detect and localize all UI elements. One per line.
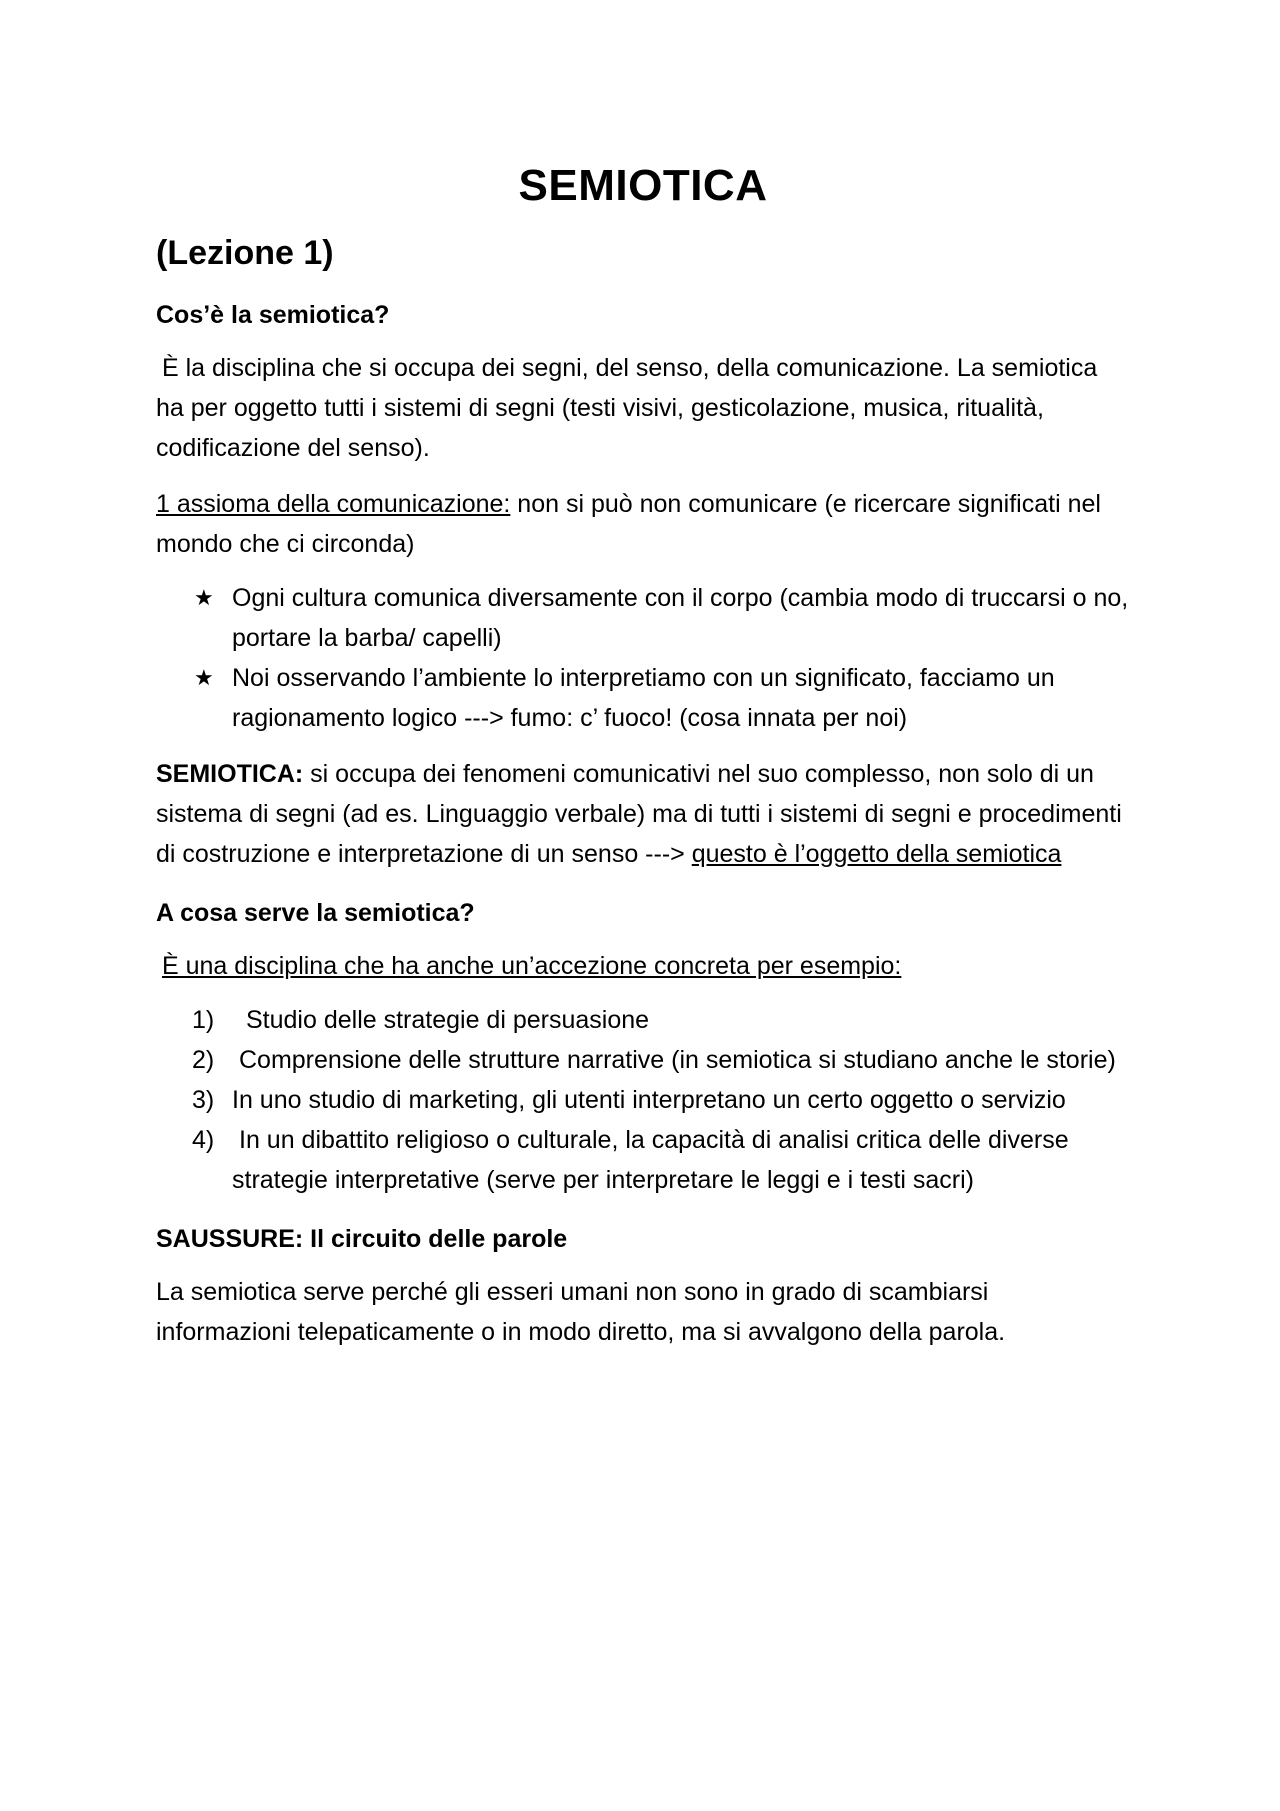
star-icon: ★ xyxy=(194,585,214,610)
bullet-text: Ogni cultura comunica diversamente con il corpo (cambia modo di truccarsi o no, portare la barba/ capelli) xyxy=(232,584,1129,652)
list-number: 1) xyxy=(192,1006,215,1034)
list-text: Studio delle strategie di persuasione xyxy=(246,1006,650,1034)
what-is-paragraph: È la disciplina che si occupa dei segni, del senso, della comunicazione. La semiotica ha per oggetto tutti i sistemi di segni (testi visivi, gesticolazione, musica, ritualità, codificazione del senso). xyxy=(156,354,1098,462)
semiotica-underlined: questo è l’oggetto della semiotica xyxy=(691,840,1062,868)
list-item xyxy=(192,1080,1130,1120)
purpose-heading: A cosa serve la semiotica? xyxy=(156,899,475,927)
bullet-text: Noi osservando l’ambiente lo interpretiamo con un significato, facciamo un ragionamento logico ---> fumo: c’ fuoco! (cosa innata per noi) xyxy=(232,664,1055,732)
purpose-intro: È una disciplina che ha anche un’accezione concreta per esempio: xyxy=(162,952,902,980)
semiotica-label: SEMIOTICA: xyxy=(156,760,304,788)
purpose-intro-paragraph xyxy=(156,946,1130,986)
saussure-paragraph: La semiotica serve perché gli esseri umani non sono in grado di scambiarsi informazioni telepaticamente o in modo diretto, ma si avvalgono della parola. xyxy=(156,1278,1006,1346)
axiom-paragraph xyxy=(156,484,1130,564)
numbered-list xyxy=(156,1000,1130,1200)
star-icon: ★ xyxy=(194,665,214,690)
semiotica-text: si occupa dei fenomeni comunicativi nel suo complesso, non solo di un sistema di segni (ad es. Linguaggio verbale) ma di tutti i sistemi di segni e procedimenti di costruzione e interpretazione di un senso ---> xyxy=(156,760,1122,868)
star-bullet-list xyxy=(156,578,1130,738)
axiom-text: non si può non comunicare (e ricercare significati nel mondo che ci circonda) xyxy=(156,490,1101,558)
list-number: 3) xyxy=(192,1086,215,1114)
list-text: In uno studio di marketing, gli utenti interpretano un certo oggetto o servizio xyxy=(232,1086,1066,1114)
list-item xyxy=(194,578,1130,658)
list-number: 2) xyxy=(192,1046,215,1074)
semiotica-definition xyxy=(156,754,1130,874)
page-title: SEMIOTICA xyxy=(518,161,768,210)
list-item xyxy=(192,1000,1130,1040)
saussure-heading: SAUSSURE: Il circuito delle parole xyxy=(156,1225,568,1253)
list-text: In un dibattito religioso o culturale, la capacità di analisi critica delle diverse strategie interpretative (serve per interpretare le leggi e i testi sacri) xyxy=(232,1126,1069,1194)
axiom-label: 1 assioma della comunicazione: xyxy=(156,490,511,518)
list-text: Comprensione delle strutture narrative (in semiotica si studiano anche le storie) xyxy=(239,1046,1116,1074)
list-item xyxy=(192,1040,1130,1080)
list-item xyxy=(194,658,1130,738)
list-item xyxy=(192,1120,1130,1200)
list-number: 4) xyxy=(192,1126,215,1154)
lesson-heading: (Lezione 1) xyxy=(156,234,334,272)
what-is-heading: Cos’è la semiotica? xyxy=(156,301,390,329)
